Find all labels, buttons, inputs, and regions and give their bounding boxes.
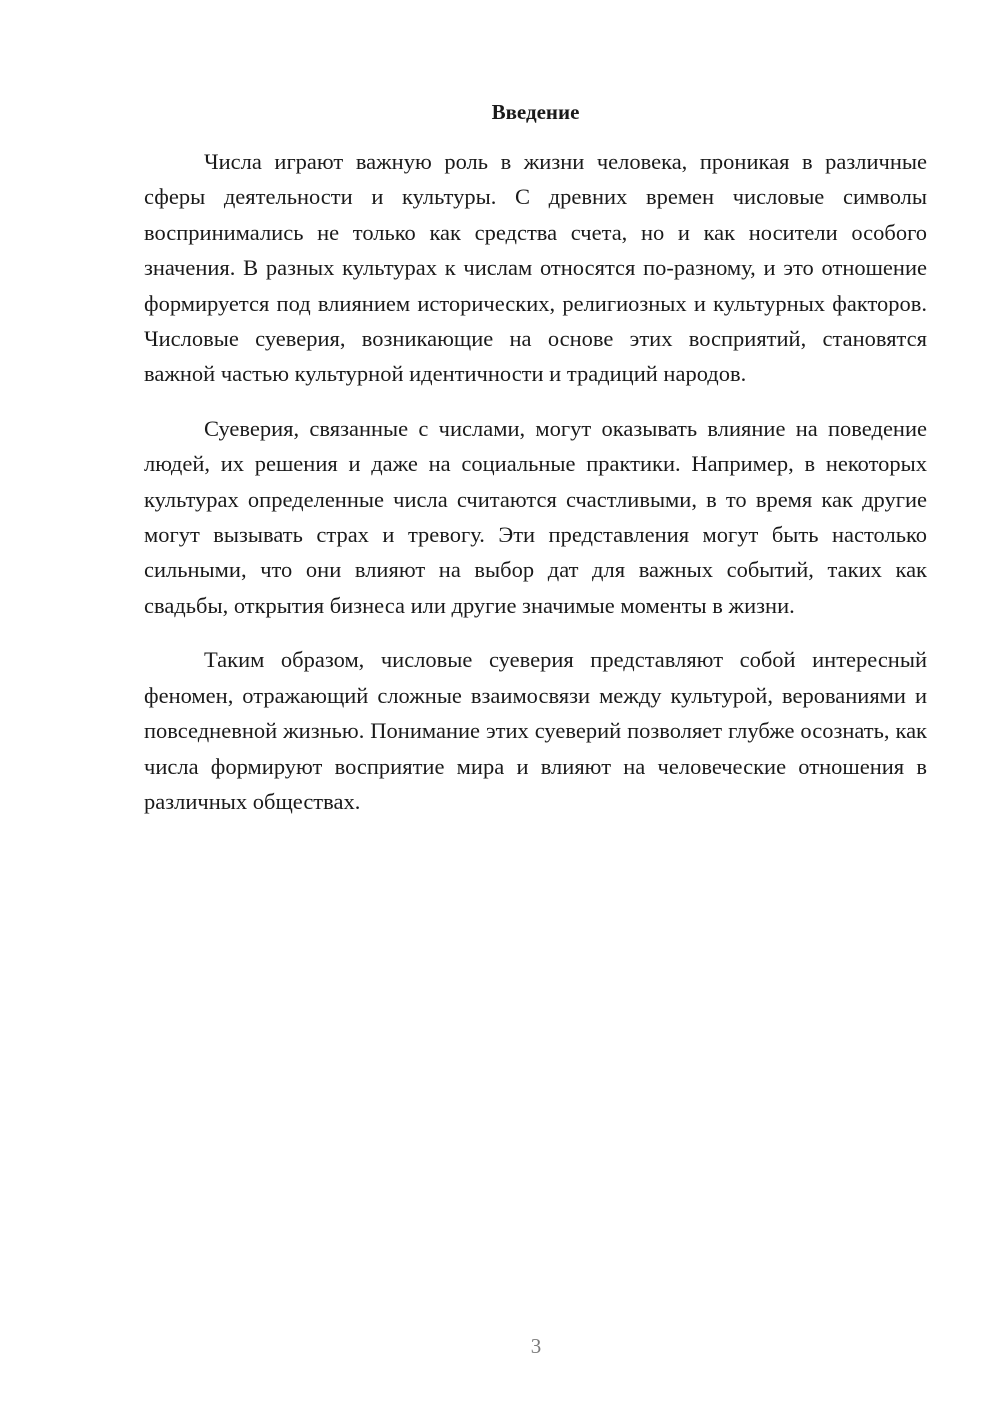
paragraph-2: Суеверия, связанные с числами, могут оказывать влияние на поведение людей, их решения и даже на социальные практики. Например, в некоторых культурах определенные числа считаются счастливыми, в то время как другие могут вызывать страх и тревогу. Эти представления могут быть настолько сильными, что они влияют на выбор дат для важных событий, таких как свадьбы, открытия бизнеса или другие значимые моменты в жизни. <box>144 415 927 618</box>
page-content <box>144 98 927 838</box>
section-title: Введение <box>491 100 580 124</box>
paragraph-3: Таким образом, числовые суеверия представляют собой интересный феномен, отражающий сложные взаимосвязи между культурой, верованиями и повседневной жизнью. Понимание этих суеверий позволяет глубже осознать, как числа формируют восприятие мира и влияют на человеческие отношения в различных обществах. <box>144 647 927 814</box>
page-number: 3 <box>530 1334 542 1358</box>
paragraph-1: Числа играют важную роль в жизни человека, проникая в различные сферы деятельности и культуры. С древних времен числовые символы воспринимались не только как средства счета, но и как носители особого значения. В разных культурах к числам относятся по-разному, и это отношение формируется под влиянием исторических, религиозных и культурных факторов. Числовые суеверия, возникающие на основе этих восприятий, становятся важной частью культурной идентичности и традиций народов. <box>144 149 927 387</box>
